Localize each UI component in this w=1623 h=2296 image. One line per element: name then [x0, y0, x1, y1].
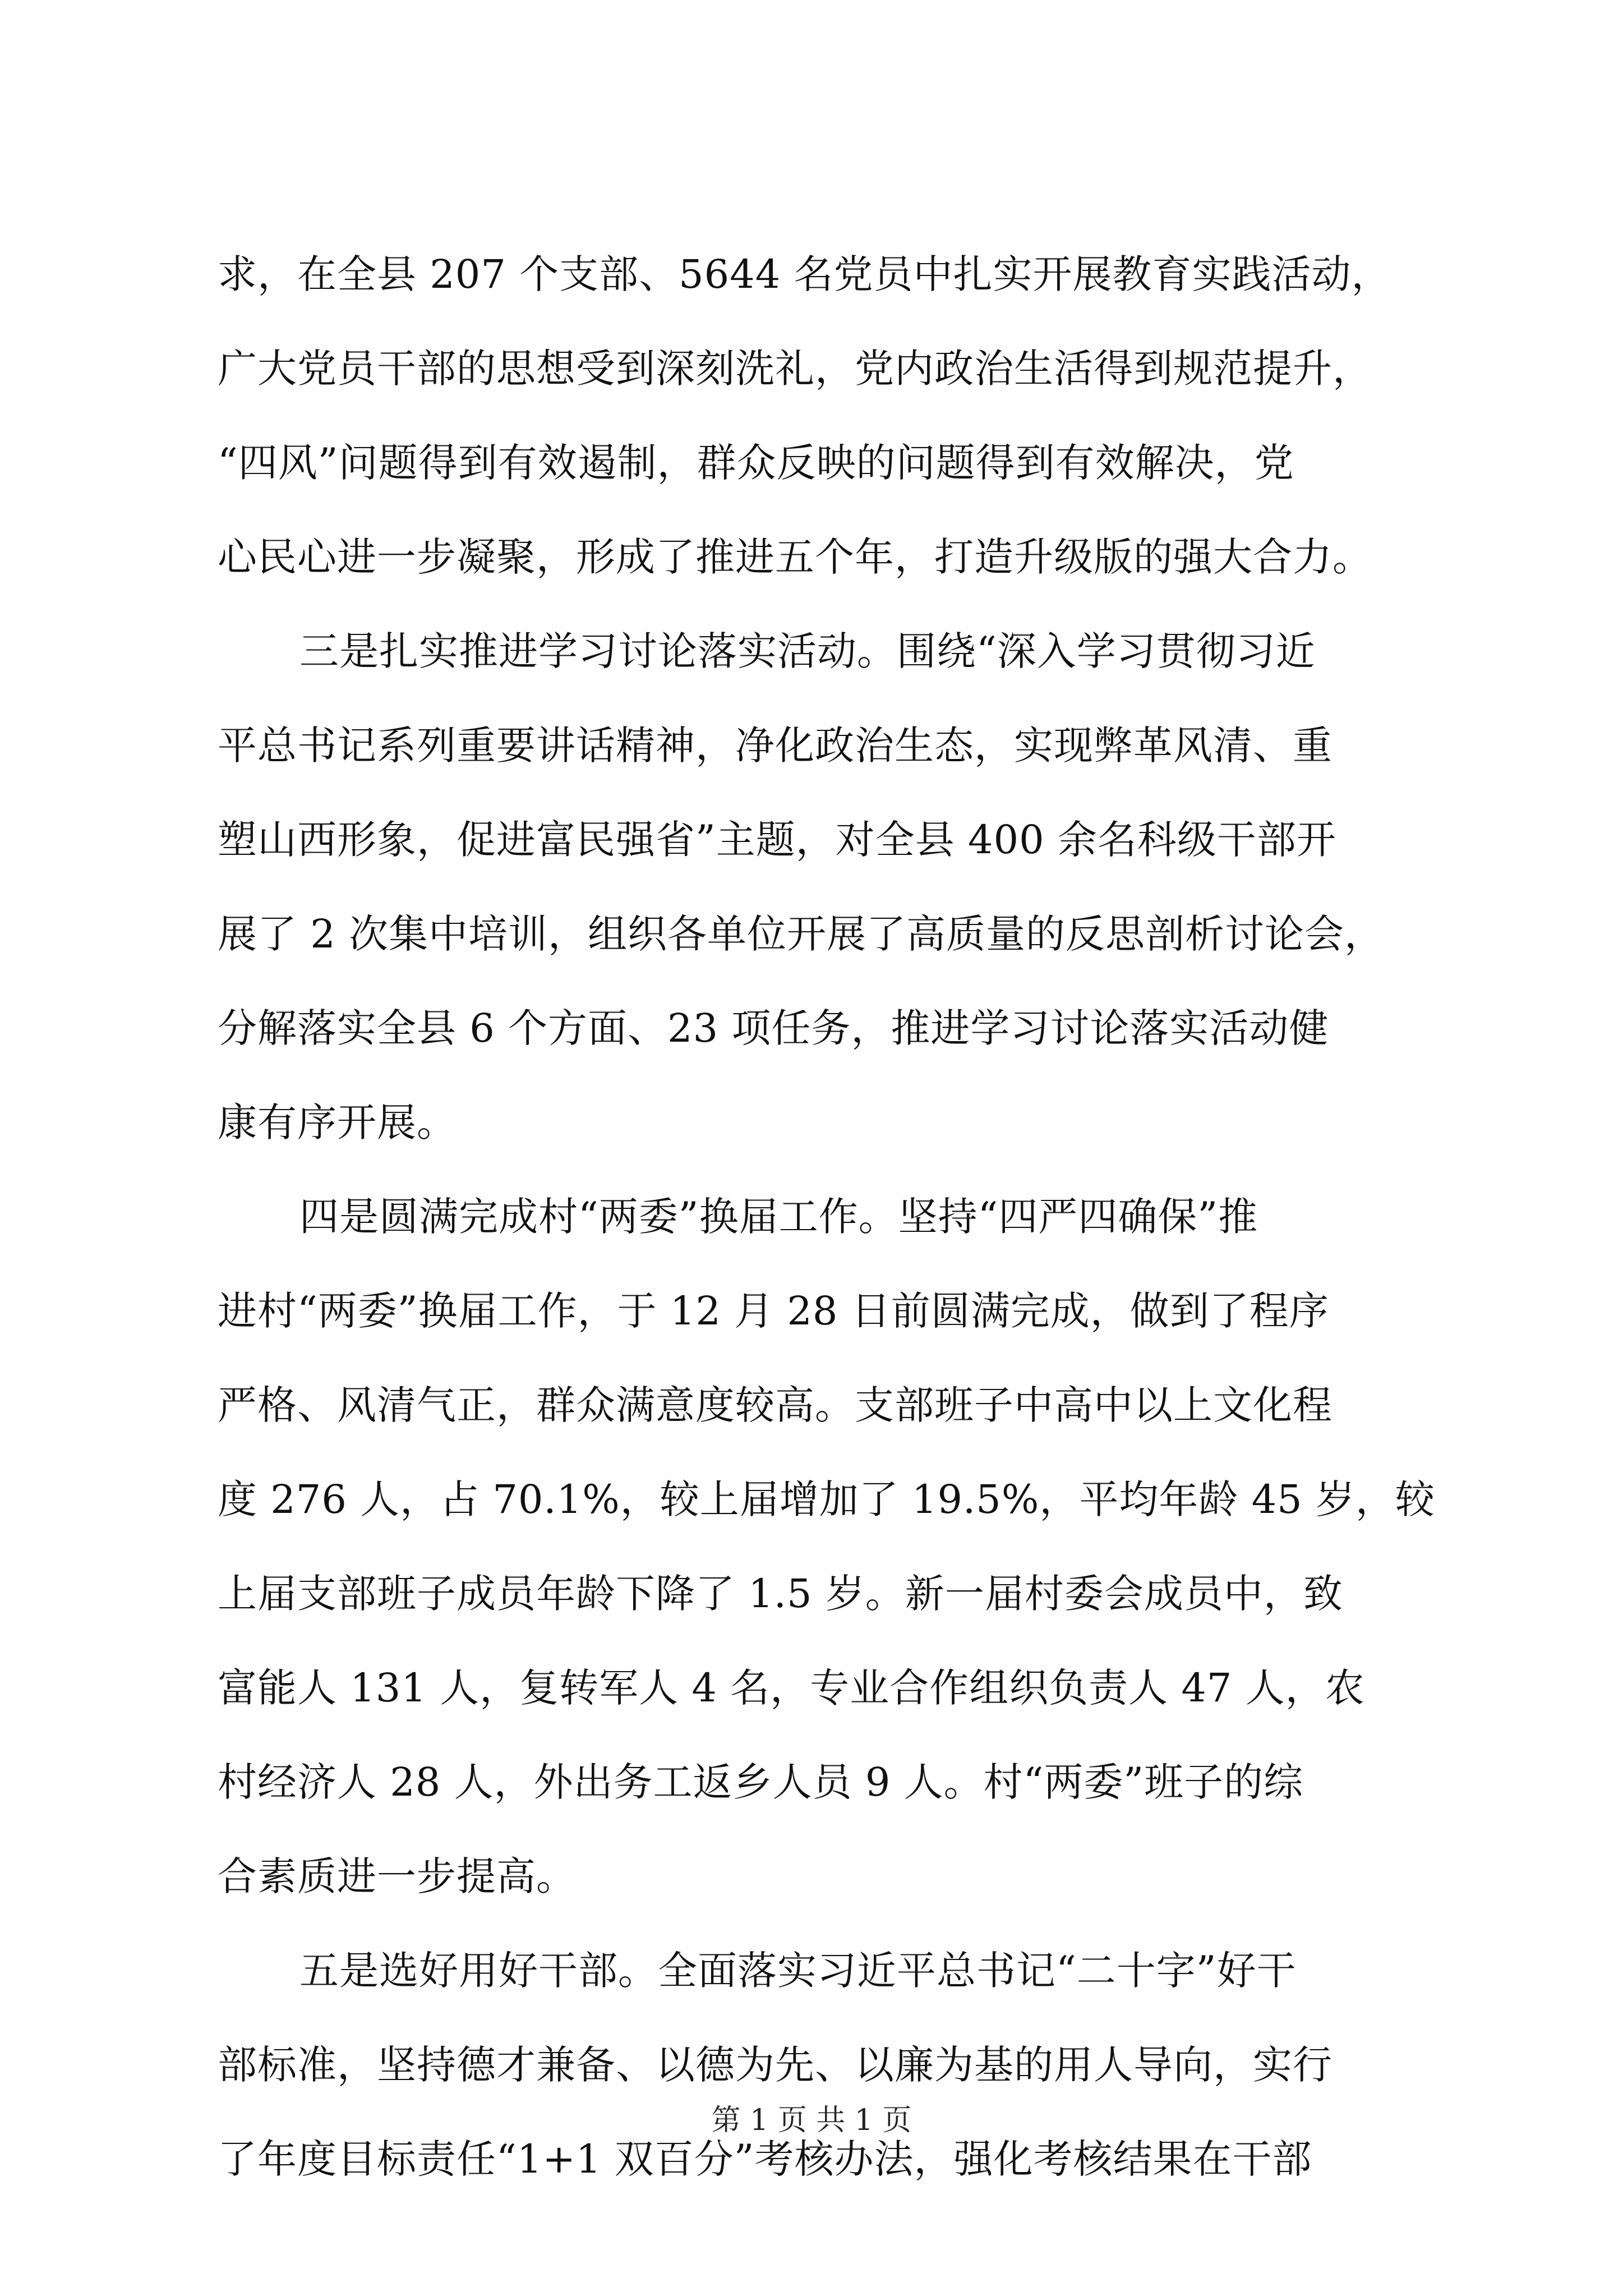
text-line: 分解落实全县 6 个方面、23 项任务，推进学习讨论落实活动健 — [218, 1005, 1329, 1051]
text-line: 三是扎实推进学习讨论落实活动。围绕“深入学习贯彻习近 — [299, 628, 1316, 674]
page-footer: 第 1 页 共 1 页 — [711, 2104, 912, 2137]
text-line: 四是圆满完成村“两委”换届工作。坚持“四严四确保”推 — [299, 1194, 1258, 1240]
text-line: 康有序开展。 — [218, 1099, 457, 1145]
text-line: 进村“两委”换届工作，于 12 月 28 日前圆满完成，做到了程序 — [218, 1288, 1329, 1334]
text-line: 上届支部班子成员年龄下降了 1.5 岁。新一届村委会成员中，致 — [218, 1571, 1343, 1617]
text-line: 五是选好用好干部。全面落实习近平总书记“二十字”好干 — [299, 1948, 1297, 1994]
text-line: “四风”问题得到有效遏制，群众反映的问题得到有效解决，党 — [218, 440, 1294, 486]
text-line: 展了 2 次集中培训，组织各单位开展了高质量的反思剖析讨论会， — [218, 911, 1385, 957]
text-line: 心民心进一步凝聚，形成了推进五个年，打造升级版的强大合力。 — [218, 534, 1372, 580]
text-line: 严格、风清气正，群众满意度较高。支部班子中高中以上文化程 — [218, 1382, 1332, 1428]
text-line: 广大党员干部的思想受到深刻洗礼，党内政治生活得到规范提升， — [218, 346, 1372, 392]
text-line: 平总书记系列重要讲话精神，净化政治生态，实现弊革风清、重 — [218, 723, 1332, 769]
text-line: 村经济人 28 人，外出务工返乡人员 9 人。村“两委”班子的综 — [218, 1759, 1304, 1805]
text-line: 求，在全县 207 个支部、5644 名党员中扎实开展教育实践活动， — [218, 251, 1391, 297]
text-line: 了年度目标责任“1+1 双百分”考核办法，强化考核结果在干部 — [218, 2136, 1312, 2182]
document-body — [218, 227, 1435, 2206]
text-line: 度 276 人，占 70.1%，较上届增加了 19.5%，平均年龄 45 岁，较 — [218, 1476, 1435, 1522]
text-line: 合素质进一步提高。 — [218, 1853, 576, 1899]
text-line: 塑山西形象，促进富民强省”主题，对全县 400 余名科级干部开 — [218, 817, 1336, 863]
text-line: 富能人 131 人，复转军人 4 名，专业合作组织负责人 47 人，农 — [218, 1665, 1365, 1711]
text-line: 部标准，坚持德才兼备、以德为先、以廉为基的用人导向，实行 — [218, 2042, 1332, 2088]
